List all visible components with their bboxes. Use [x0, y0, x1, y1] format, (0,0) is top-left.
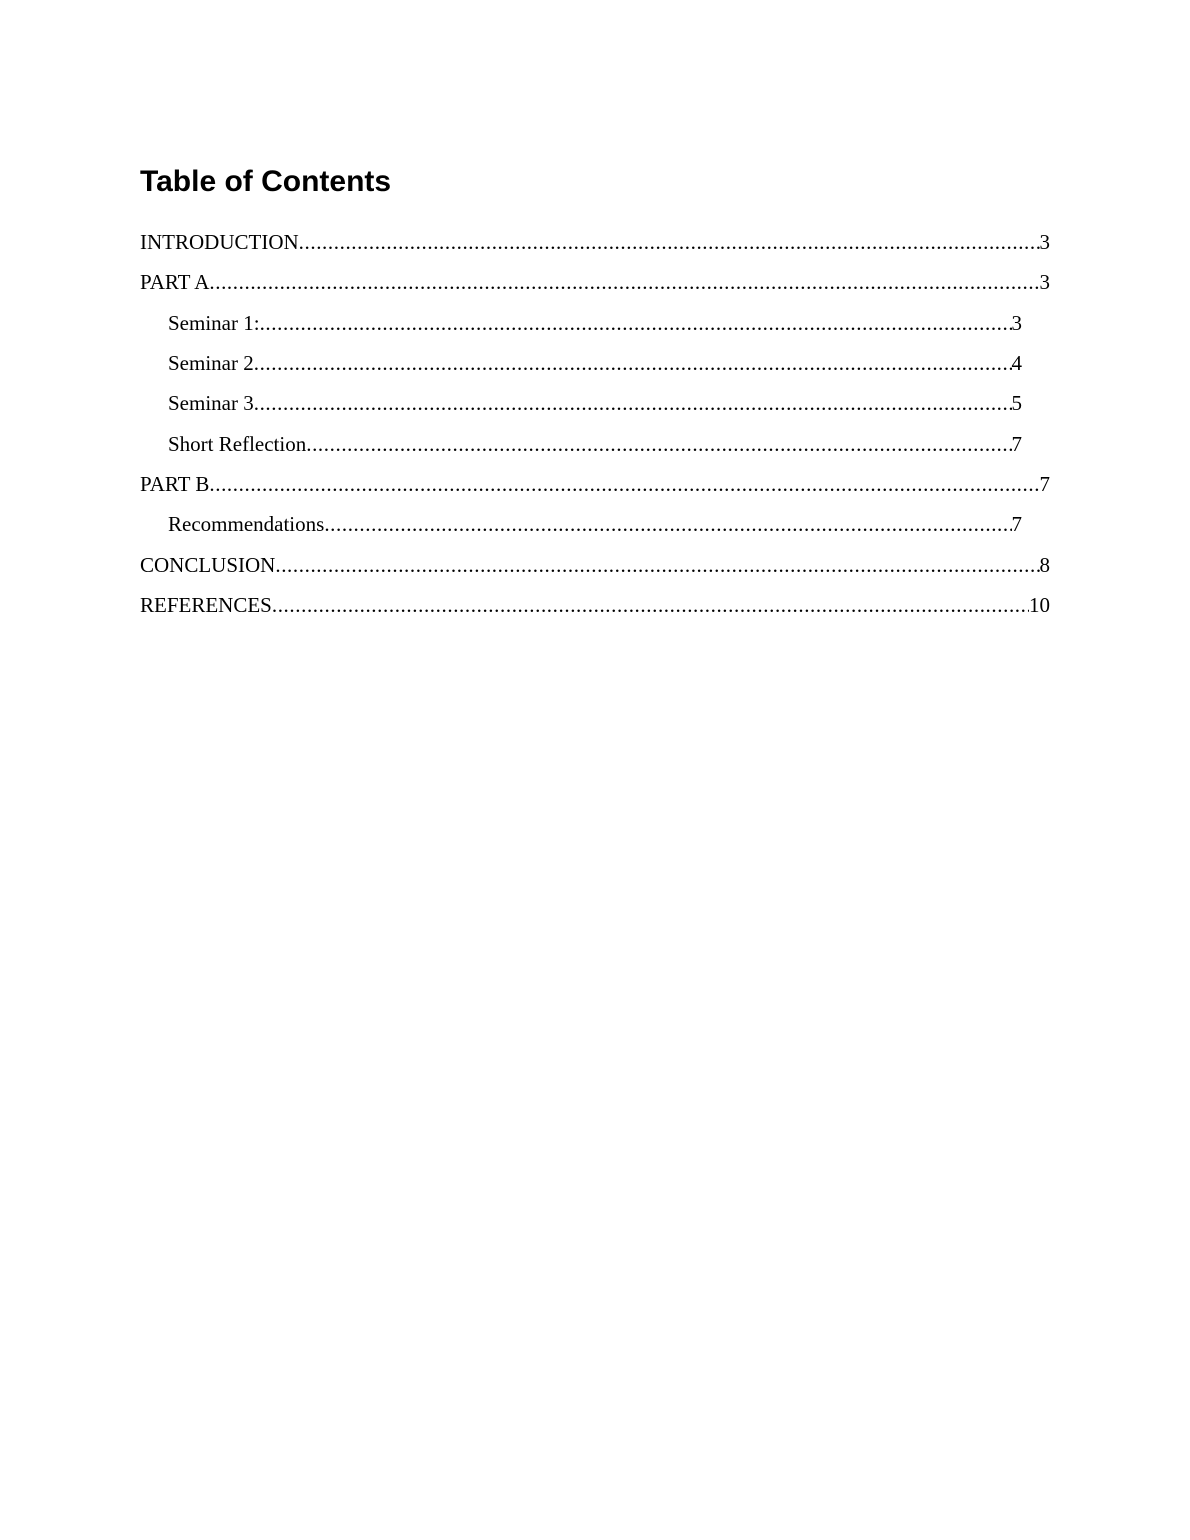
toc-entry-title: Seminar 2 [168, 351, 254, 376]
toc-page-number: 7 [1011, 512, 1022, 537]
toc-dot-leader [254, 343, 1012, 383]
toc-dot-leader [272, 585, 1029, 625]
toc-page-number: 3 [1039, 270, 1050, 295]
toc-page-number: 10 [1029, 592, 1050, 617]
toc-entry-title: CONCLUSION [140, 552, 276, 577]
toc-dot-leader [299, 222, 1040, 262]
toc-dot-leader [306, 424, 1011, 464]
toc-entry-part-b[interactable] [140, 464, 1050, 504]
toc-page-number: 8 [1039, 552, 1050, 577]
toc-dot-leader [275, 545, 1039, 585]
toc-entry-title: Short Reflection [168, 431, 307, 456]
toc-dot-leader [209, 464, 1039, 504]
toc-entry-seminar-1[interactable] [168, 303, 1022, 343]
toc-entry-short-reflection[interactable] [168, 423, 1022, 463]
toc-entry-introduction[interactable] [140, 222, 1050, 262]
toc-entry-title: PART A [140, 270, 210, 295]
toc-page-number: 5 [1011, 391, 1022, 416]
toc-list [140, 222, 1050, 625]
toc-page-number: 3 [1011, 310, 1022, 335]
toc-dot-leader [260, 303, 1012, 343]
toc-entry-conclusion[interactable] [140, 544, 1050, 584]
toc-dot-leader [209, 262, 1039, 302]
toc-page-number: 4 [1011, 351, 1022, 376]
toc-entry-title: Seminar 3 [168, 391, 254, 416]
toc-dot-leader [254, 383, 1012, 423]
toc-entry-title: Recommendations [168, 512, 325, 537]
toc-entry-seminar-3[interactable] [168, 383, 1022, 423]
toc-page-number: 7 [1039, 471, 1050, 496]
toc-page-number: 7 [1011, 431, 1022, 456]
toc-entry-seminar-2[interactable] [168, 343, 1022, 383]
toc-dot-leader [324, 504, 1011, 544]
toc-entry-title: INTRODUCTION [140, 230, 299, 255]
toc-entry-title: PART B [140, 471, 210, 496]
toc-entry-recommendations[interactable] [168, 504, 1022, 544]
toc-page-number: 3 [1039, 230, 1050, 255]
toc-entry-title: Seminar 1: [168, 310, 260, 335]
toc-entry-references[interactable] [140, 585, 1050, 625]
toc-entry-part-a[interactable] [140, 262, 1050, 302]
toc-entry-title: REFERENCES [140, 592, 272, 617]
toc-heading: Table of Contents [140, 165, 392, 198]
